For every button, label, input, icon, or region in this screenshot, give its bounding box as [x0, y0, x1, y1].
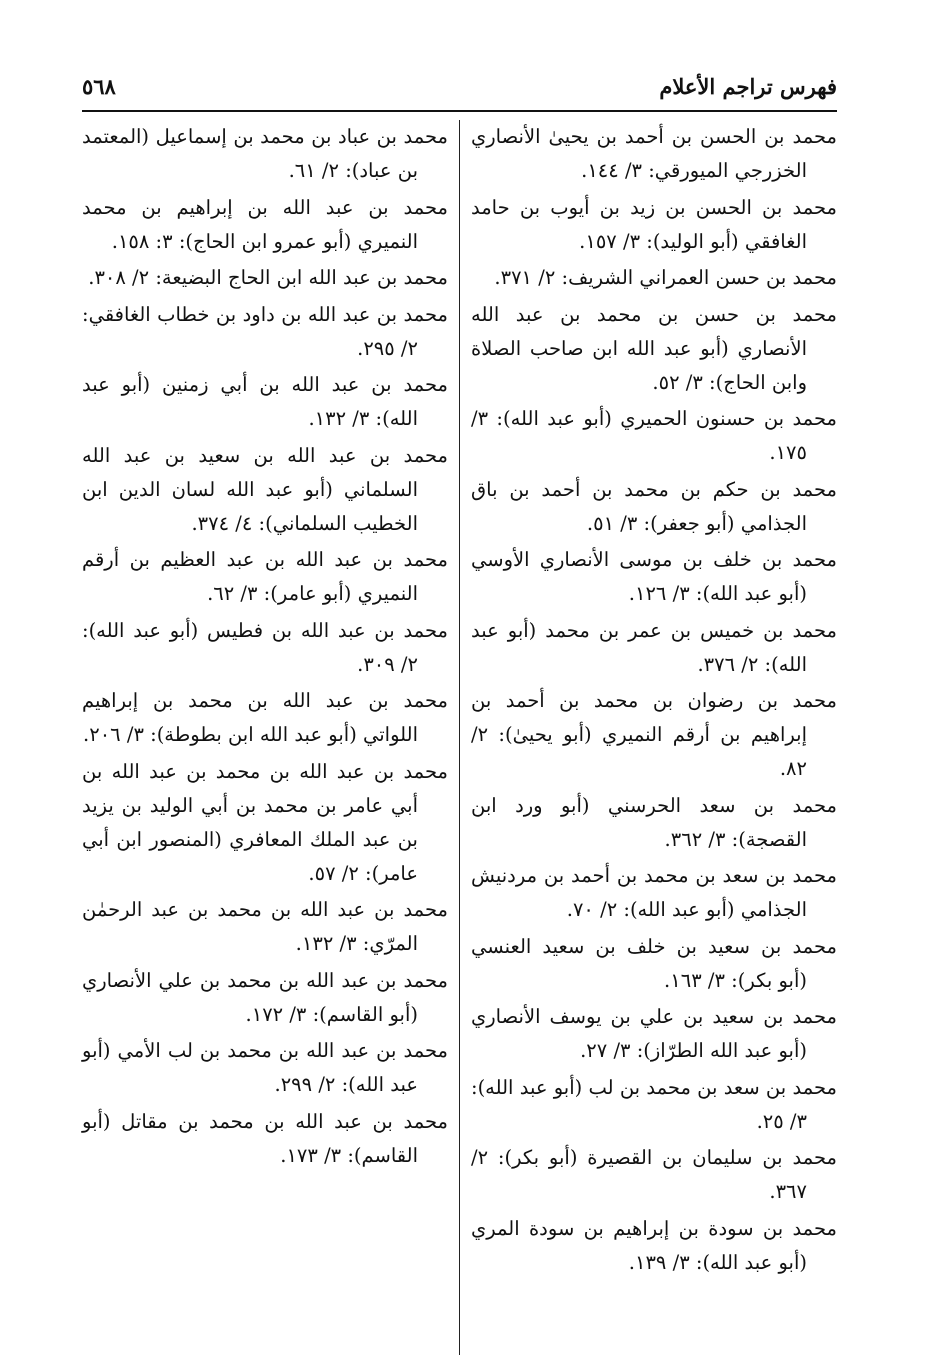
index-entry: محمد بن عبد الله بن محمد بن إبراهيم اللواتي (أبو عبد الله ابن بطوطة): ٣/ ٢٠٦. — [82, 689, 448, 746]
index-entry: محمد بن حسن بن محمد بن عبد الله الأنصاري (أبو عبد الله ابن صاحب الصلاة وابن الحاج): ٣/ ٥٢. — [471, 302, 837, 394]
index-entry: محمد بن عباد بن محمد بن إسماعيل (المعتمد بن عباد): ٢/ ٦١. — [82, 125, 448, 182]
index-entry: محمد بن سعيد بن خلف بن سعيد العنسي (أبو بكر): ٣/ ١٦٣. — [471, 934, 837, 992]
index-entry: محمد بن حكم بن محمد بن أحمد بن باق الجذامي (أبو جعفر): ٣/ ٥١. — [471, 477, 837, 535]
index-entry: محمد بن عبد الله بن عبد العظيم بن أرقم النميري (أبو عامر): ٣/ ٦٢. — [82, 548, 448, 605]
index-entry: محمد بن عبد الله ابن الحاج البضيعة: ٢/ ٣٠٨. — [88, 266, 448, 289]
index-entry: محمد بن خلف بن موسى الأنصاري الأوسي (أبو عبد الله): ٣/ ١٢٦. — [471, 548, 837, 605]
index-entry: محمد بن عبد الله بن أبي زمنين (أبو عبد الله): ٣/ ١٣٢. — [82, 373, 448, 430]
index-entry: محمد بن سعد الحرسني (أبو ورد ابن القصجة): ٣/ ٣٦٢. — [471, 793, 837, 851]
left-column — [82, 120, 448, 1175]
index-entry: محمد بن عبد الله بن محمد بن عبد الرحمٰن المرّي: ٣/ ١٣٢. — [82, 898, 448, 955]
index-entry: محمد بن الحسن بن أحمد بن يحيىٰ الأنصاري الخزرجي الميورقي: ٣/ ١٤٤. — [471, 125, 837, 182]
index-entry: محمد بن عبد الله بن محمد بن عبد الله بن أبي عامر بن محمد بن أبي الوليد بن يزيد بن عبد الملك المعافري (المنصور ابن أبي عامر): ٢/ ٥٧. — [82, 759, 448, 885]
index-entry: محمد بن عبد الله بن داود بن خطاب الغافقي: ٢/ ٢٩٥. — [82, 302, 448, 360]
index-entry: محمد بن حسنون الحميري (أبو عبد الله): ٣/ ١٧٥. — [471, 407, 837, 464]
index-entry: محمد بن رضوان بن محمد بن أحمد بن إبراهيم بن أرقم النميري (أبو يحيىٰ): ٢/ ٨٢. — [471, 689, 837, 780]
page-number: ٥٦٨ — [82, 74, 116, 99]
index-entry: محمد بن سعد بن محمد بن لب (أبو عبد الله): ٣/ ٢٥. — [471, 1075, 837, 1133]
index-entry: محمد بن عبد الله بن محمد بن لب الأمي (أبو عبد الله): ٢/ ٢٩٩. — [82, 1039, 448, 1096]
index-columns — [82, 120, 837, 1355]
index-entry: محمد بن سعد بن محمد بن أحمد بن مردنيش الجذامي (أبو عبد الله): ٢/ ٧٠. — [471, 864, 837, 921]
index-entry: محمد بن سليمان بن القصيرة (أبو بكر): ٢/ ٣٦٧. — [471, 1146, 837, 1203]
index-entry: محمد بن سودة بن إبراهيم بن سودة المري (أبو عبد الله): ٣/ ١٣٩. — [471, 1216, 837, 1274]
index-entry: محمد بن عبد الله بن فطيس (أبو عبد الله): ٢/ ٣٠٩. — [82, 618, 448, 676]
index-entry: محمد بن عبد الله بن سعيد بن عبد الله السلماني (أبو عبد الله لسان الدين ابن الخطيب السلماني): ٤/ ٣٧٤. — [82, 443, 448, 535]
index-entry: محمد بن خميس بن عمر بن محمد (أبو عبد الله): ٢/ ٣٧٦. — [471, 618, 837, 676]
index-entry: محمد بن سعيد بن علي بن يوسف الأنصاري (أبو عبد الله الطرّاز): ٣/ ٢٧. — [471, 1005, 837, 1062]
running-title: فهرس تراجم الأعلام — [659, 74, 837, 99]
index-entry: محمد بن عبد الله بن محمد بن مقاتل (أبو القاسم): ٣/ ١٧٣. — [82, 1109, 448, 1167]
column-divider — [459, 120, 460, 1355]
page-header — [82, 70, 837, 112]
index-entry: محمد بن حسن العمراني الشريف: ٢/ ٣٧١. — [494, 266, 837, 289]
index-entry: محمد بن الحسن بن زيد بن أيوب بن حامد الغافقي (أبو الوليد): ٣/ ١٥٧. — [471, 195, 837, 253]
index-entry: محمد بن عبد الله بن إبراهيم بن محمد النميري (أبو عمرو ابن الحاج): ٣: ١٥٨. — [82, 195, 448, 253]
index-entry: محمد بن عبد الله بن محمد بن علي الأنصاري (أبو القاسم): ٣/ ١٧٢. — [82, 968, 448, 1026]
right-column — [471, 120, 837, 1282]
